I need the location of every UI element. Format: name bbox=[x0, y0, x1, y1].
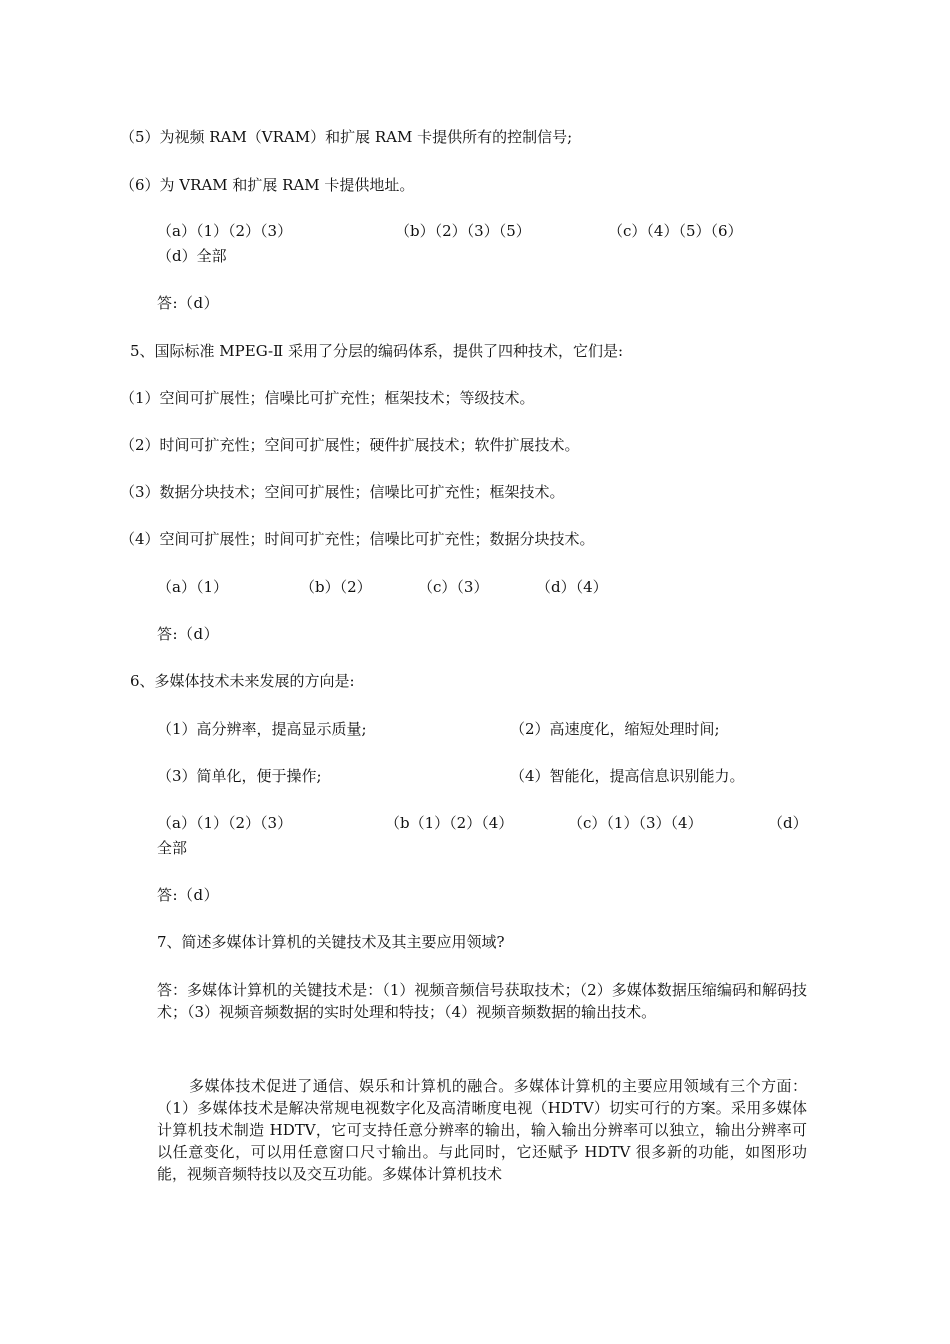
q6-option-c: （c）（1）（3）（4） bbox=[568, 814, 703, 832]
q4-answer: 答:（d） bbox=[157, 294, 220, 312]
q6-item-2: （2）高速度化，缩短处理时间; bbox=[510, 720, 720, 738]
q4-option-d: （d）全部 bbox=[157, 247, 227, 265]
q4-option-c: （c）（4）（5）（6） bbox=[608, 222, 743, 240]
q6-option-d-text: 全部 bbox=[157, 839, 188, 857]
q4-item-5: （5）为视频 RAM（VRAM）和扩展 RAM 卡提供所有的控制信号; bbox=[120, 128, 573, 146]
q5-option-a: （a）（1） bbox=[157, 578, 228, 596]
q5-option-d: （d）（4） bbox=[536, 578, 608, 596]
q4-option-b: （b）（2）（3）（5） bbox=[395, 222, 531, 240]
q6-stem: 6、多媒体技术未来发展的方向是: bbox=[130, 672, 355, 690]
q6-answer: 答:（d） bbox=[157, 886, 220, 904]
q5-item-2: （2）时间可扩充性；空间可扩展性；硬件扩展技术；软件扩展技术。 bbox=[120, 436, 580, 454]
q6-item-3: （3）简单化，便于操作; bbox=[157, 767, 322, 785]
q7-stem: 7、简述多媒体计算机的关键技术及其主要应用领域? bbox=[157, 933, 505, 951]
q5-item-3: （3）数据分块技术；空间可扩展性；信噪比可扩充性；框架技术。 bbox=[120, 483, 565, 501]
q7-answer-paragraph-1: 答：多媒体计算机的关键技术是：（1）视频音频信号获取技术；（2）多媒体数据压缩编码和解码技术；（3）视频音频数据的实时处理和特技；（4）视频音频数据的输出技术。 bbox=[157, 981, 807, 1021]
q6-option-b: （b（1）（2）（4） bbox=[385, 814, 514, 832]
q5-answer: 答:（d） bbox=[157, 625, 220, 643]
q6-option-d: （d） bbox=[768, 814, 808, 832]
q5-option-c: （c）（3） bbox=[418, 578, 489, 596]
q4-item-6: （6）为 VRAM 和扩展 RAM 卡提供地址。 bbox=[120, 176, 415, 194]
q5-item-1: （1）空间可扩展性；信噪比可扩充性；框架技术；等级技术。 bbox=[120, 389, 535, 407]
q6-option-a: （a）（1）（2）（3） bbox=[157, 814, 293, 832]
q6-item-1: （1）高分辨率，提高显示质量; bbox=[157, 720, 367, 738]
q7-answer-paragraph-2: 多媒体技术促进了通信、娱乐和计算机的融合。多媒体计算机的主要应用领域有三个方面：（1）多媒体技术是解决常规电视数字化及高清晰度电视（HDTV）切实可行的方案。采用多媒体计算机技术制造 HDTV，它可支持任意分辨率的输出，输入输出分辨率可以独立，输出分辨率可以任意变化，可以用任意窗口尺寸输出。与此同时，它还赋予 HDTV 很多新的功能，如图形功能，视频音频特技以及交互功能。多媒体计算机技术 bbox=[157, 1077, 807, 1183]
q5-item-4: （4）空间可扩展性；时间可扩充性；信噪比可扩充性；数据分块技术。 bbox=[120, 530, 595, 548]
q6-item-4: （4）智能化，提高信息识别能力。 bbox=[510, 767, 745, 785]
q5-stem: 5、国际标准 MPEG-Ⅱ 采用了分层的编码体系，提供了四种技术，它们是: bbox=[130, 342, 624, 360]
q5-option-b: （b）（2） bbox=[300, 578, 372, 596]
q4-option-a: （a）（1）（2）（3） bbox=[157, 222, 293, 240]
